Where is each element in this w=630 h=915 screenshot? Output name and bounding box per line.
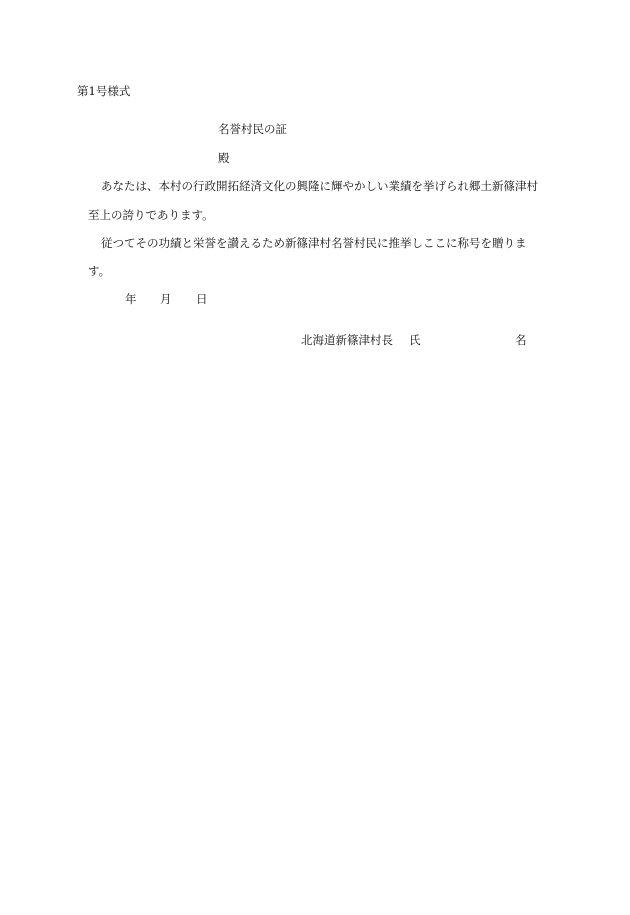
paragraph-2-line-2: す。 — [88, 264, 111, 278]
form-number: 第1号様式 — [77, 84, 131, 98]
signer-name-end-label: 名 — [515, 333, 527, 347]
date-month-label: 月 — [160, 292, 172, 306]
signer-title: 北海道新篠津村長 — [301, 333, 393, 347]
paragraph-2-line-1: 従つてその功績と栄誉を讃えるため新篠津村名誉村民に推挙しここに称号を贈りま — [101, 236, 527, 250]
date-year-label: 年 — [125, 292, 137, 306]
signer-name-label: 氏 — [409, 333, 421, 347]
paragraph-1-line-1: あなたは、本村の行政開拓経済文化の興隆に輝やかしい業績を挙げられ郷土新篠津村 — [101, 179, 538, 193]
date-day-label: 日 — [196, 292, 208, 306]
paragraph-1-line-2: 至上の誇りであります。 — [88, 208, 214, 222]
recipient-honorific: 殿 — [218, 151, 230, 165]
certificate-title: 名誉村民の証 — [218, 122, 287, 136]
